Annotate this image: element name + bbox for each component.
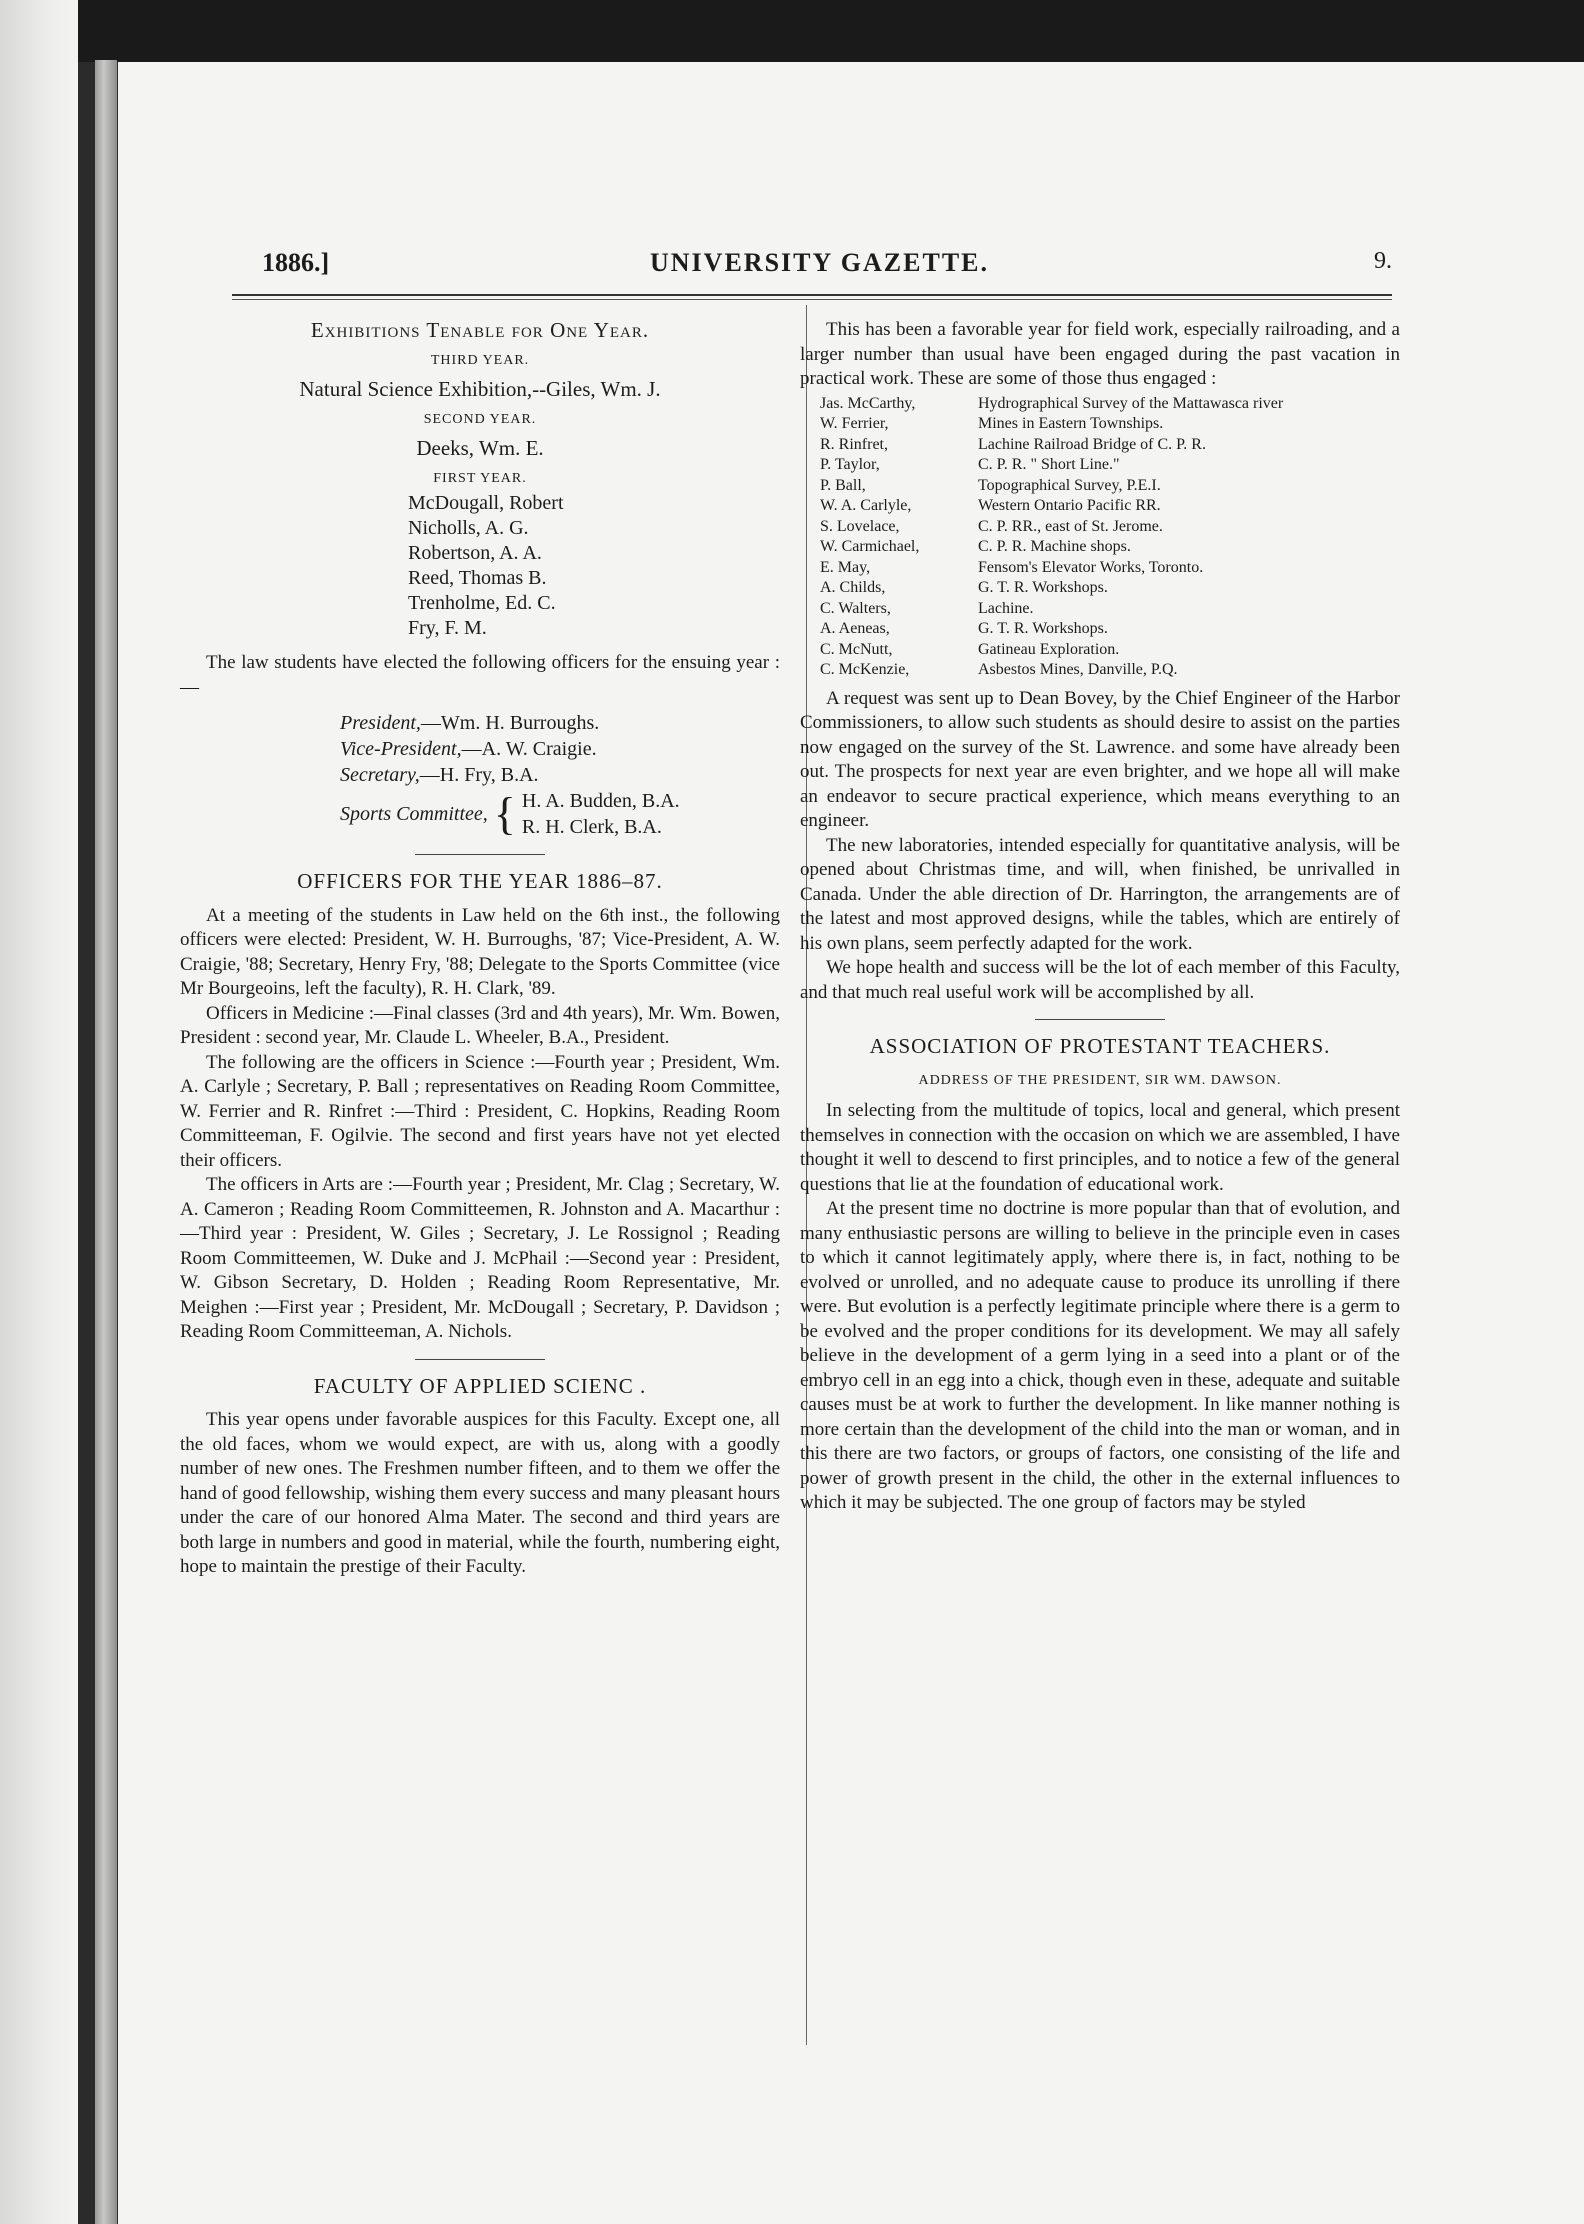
work-place: Western Ontario Pacific RR.	[978, 497, 1161, 514]
header-title: UNIVERSITY GAZETTE.	[650, 248, 990, 277]
work-place: C. P. R. " Short Line."	[978, 456, 1120, 473]
address-paragraph: At the present time no doctrine is more popular than that of evolution, and many enthusiastic persons are willing to believe in the principle even in cases to which it cannot legitimately apply, where there is, in fact, nothing to be evolved or unrolled, and no adequate cause to produce its unrolling if there were. But evolution is a perfectly legitimate principle where there is a germ to be evolved and the proper conditions for its development. We may all safely believe in the development of a germ lying in a seed into a plant or of the embryo cell in an egg into a chick, though even in these, adequate and suitable causes must be at work to further the development. In like manner nothing is more certain than the development of the child into the man or woman, and in this there are two factors, or groups of factors, one consisting of the life and power of growth present in the child, the other in the external influences to which it may be subjected. The one group of factors may be styled	[800, 1198, 1400, 1513]
officer-president	[340, 710, 780, 736]
work-place: Gatineau Exploration.	[978, 640, 1120, 658]
table-row	[820, 455, 1283, 476]
section-divider	[415, 854, 545, 855]
table-row	[820, 414, 1283, 435]
header-page-number: 9.	[1374, 248, 1392, 274]
work-place: C. P. RR., east of St. Jerome.	[978, 517, 1163, 535]
officer-label: President,	[340, 712, 421, 734]
faculty-title: FACULTY OF APPLIED SCIENC .	[313, 1373, 647, 1398]
officers-title: OFFICERS FOR THE YEAR 1886–87.	[297, 869, 663, 893]
scan-border-left	[0, 0, 78, 2224]
table-row	[820, 640, 1283, 661]
work-place: Fensom's Elevator Works, Toronto.	[978, 558, 1204, 576]
work-place: Mines in Eastern Townships.	[978, 415, 1164, 432]
student-name: C. McNutt,	[820, 640, 893, 658]
table-row	[820, 394, 1283, 415]
officer-label: Vice-President,	[340, 738, 462, 760]
student-name: P. Ball,	[820, 476, 866, 494]
section-divider	[1035, 1019, 1165, 1020]
law-intro: The law students have elected the following officers for the ensuing year :—	[180, 652, 780, 698]
officer-label: Sports Committee,	[340, 803, 488, 825]
sports-member: R. H. Clerk, B.A.	[521, 816, 662, 838]
table-row	[820, 517, 1283, 538]
work-place: G. T. R. Workshops.	[978, 620, 1108, 637]
table-row	[820, 476, 1283, 497]
body-paragraph: A request was sent up to Dean Bovey, by the Chief Engineer of the Harbor Commissioners, to allow such students as should desire to assist on the parties now engaged on the survey of the St. Lawrence. and some have already been out. The prospects for next year are even brighter, and we hope all will make an endeavor to secure practical experience, which means everything to an engineer.	[800, 687, 1400, 831]
work-place: Lachine Railroad Bridge of C. P. R.	[978, 435, 1206, 453]
student-name: A. Aeneas,	[820, 620, 890, 637]
table-row	[820, 496, 1283, 517]
first-year-names	[408, 491, 780, 641]
book-spine	[95, 60, 117, 2224]
exhibitions-heading: Exhibitions Tenable for One Year.	[310, 318, 650, 342]
officer-label: Secretary,	[340, 764, 420, 786]
officer-value: —H. Fry, B.A.	[419, 764, 539, 786]
faculty-paragraph: This year opens under favorable auspices for this Faculty. Except one, all the old faces, whom we would expect, are with us, along with a goodly number of new ones. The Freshmen number fifteen, and to them we offer the hand of good fellowship, wishing them every success and many pleasant hours under the care of our honored Alma Mater. The second and third years are both large in numbers and good in material, while the fourth, numbering eight, hope to maintain the prestige of their Faculty.	[180, 1409, 780, 1577]
student-name: R. Rinfret,	[820, 435, 888, 453]
scan-border-top	[0, 0, 1584, 62]
first-year-name: Fry, F. M.	[408, 617, 487, 639]
student-name: S. Lovelace,	[820, 517, 900, 535]
work-place: Lachine.	[978, 599, 1034, 617]
officer-secretary	[340, 762, 780, 788]
third-year-entry: Natural Science Exhibition,--Giles, Wm. J.	[299, 377, 661, 401]
address-paragraph: In selecting from the multitude of topics, local and general, which present themselves in connection with the occasion on which we are assembled, I have thought it well to descend to first principles, and to notice a few of the general questions that lie at the foundation of educational work.	[800, 1100, 1400, 1195]
running-header	[262, 248, 1392, 288]
student-name: W. A. Carlyle,	[820, 497, 912, 514]
work-place: Asbestos Mines, Danville, P.Q.	[978, 661, 1178, 678]
field-work-intro: This has been a favorable year for field work, especially railroading, and a larger number than usual have been engaged during the past vacation in practical work. These are some of those thus engaged :	[800, 319, 1400, 389]
work-place: Topographical Survey, P.E.I.	[978, 476, 1161, 494]
field-work-table	[820, 394, 1283, 681]
third-year-heading: THIRD YEAR.	[430, 352, 530, 368]
officer-sports-committee	[340, 788, 780, 840]
second-year-heading: SECOND YEAR.	[423, 411, 537, 427]
student-name: E. May,	[820, 558, 871, 576]
work-place: C. P. R. Machine shops.	[978, 538, 1131, 555]
header-rule-thin	[232, 299, 1392, 300]
first-year-heading: FIRST YEAR.	[433, 470, 527, 486]
table-row	[820, 578, 1283, 599]
table-row	[820, 537, 1283, 558]
student-name: W. Ferrier,	[820, 415, 889, 432]
body-paragraph: We hope health and success will be the lot of each member of this Faculty, and that much real useful work will be accomplished by all.	[800, 957, 1400, 1003]
student-name: P. Taylor,	[820, 456, 880, 473]
header-rule	[232, 294, 1392, 296]
first-year-name: Trenholme, Ed. C.	[408, 592, 556, 614]
student-name: C. Walters,	[820, 599, 891, 617]
table-row	[820, 558, 1283, 579]
header-year: 1886.]	[262, 248, 330, 277]
officers-paragraph: Officers in Medicine :—Final classes (3rd and 4th years), Mr. Wm. Bowen, President : second year, Mr. Claude L. Wheeler, B.A., President.	[180, 1002, 780, 1048]
first-year-name: Reed, Thomas B.	[408, 567, 547, 589]
officer-vice-president	[340, 736, 780, 762]
table-row	[820, 599, 1283, 620]
second-year-entry: Deeks, Wm. E.	[416, 436, 544, 460]
association-title: ASSOCIATION OF PROTESTANT TEACHERS.	[869, 1034, 1331, 1058]
left-column	[180, 318, 780, 1580]
officer-value: —Wm. H. Burroughs.	[420, 712, 600, 734]
first-year-name: Robertson, A. A.	[408, 542, 542, 564]
table-row	[820, 660, 1283, 681]
table-row	[820, 619, 1283, 640]
officers-paragraph: At a meeting of the students in Law held on the 6th inst., the following officers were elected: President, W. H. Burroughs, '87; Vice-President, A. W. Craigie, '88; Secretary, Henry Fry, '88; Delegate to the Sports Committee (vice Mr Bourgeoins, left the faculty), R. H. Clark, '89.	[180, 904, 780, 999]
brace-glyph: {	[493, 788, 516, 839]
student-name: A. Childs,	[820, 579, 886, 596]
first-year-name: McDougall, Robert	[408, 492, 564, 514]
officer-value: —A. W. Craigie.	[461, 738, 597, 760]
table-row	[820, 435, 1283, 456]
first-year-name: Nicholls, A. G.	[408, 517, 529, 539]
work-place: Hydrographical Survey of the Mattawasca river	[978, 394, 1284, 412]
sports-members	[522, 788, 680, 840]
work-place: G. T. R. Workshops.	[978, 579, 1108, 596]
student-name: W. Carmichael,	[820, 538, 920, 555]
body-paragraph: The new laboratories, intended especially for quantitative analysis, will be opened about Christmas time, and will, when finished, be unrivalled in Canada. Under the able direction of Dr. Harrington, the arrangements are of the latest and most approved designs, while the tables, which are entirely of his own plans, seem perfectly adapted for the work.	[800, 834, 1400, 954]
student-name: C. McKenzie,	[820, 661, 910, 678]
right-column	[800, 318, 1400, 1516]
address-heading: ADDRESS OF THE PRESIDENT, SIR WM. DAWSON.	[918, 1072, 1282, 1088]
law-officers	[340, 710, 780, 840]
officers-paragraph: The following are the officers in Science :—Fourth year ; President, Wm. A. Carlyle ; Secretary, P. Ball ; representatives on Reading Room Committee, W. Ferrier and R. Rinfret :—Third : President, C. Hopkins, Reading Room Committeeman, F. Ogilvie. The second and first years have not yet elected their officers.	[180, 1051, 780, 1171]
officers-paragraph: The officers in Arts are :—Fourth year ; President, Mr. Clag ; Secretary, W. A. Cameron ; Reading Room Committeemen, R. Johnston and A. Macarthur :—Third year : President, W. Giles ; Secretary, J. Le Rossignol ; Reading Room Committeemen, W. Duke and J. McPhail :—Second year : President, W. Gibson Secretary, D. Holden ; Reading Room Representative, Mr. Meighen :—First year ; President, Mr. McDougall ; Secretary, P. Davidson ; Reading Room Committeeman, A. Nichols.	[180, 1174, 780, 1342]
student-name: Jas. McCarthy,	[820, 394, 916, 412]
section-divider	[415, 1359, 545, 1360]
sports-member: H. A. Budden, B.A.	[521, 790, 680, 812]
